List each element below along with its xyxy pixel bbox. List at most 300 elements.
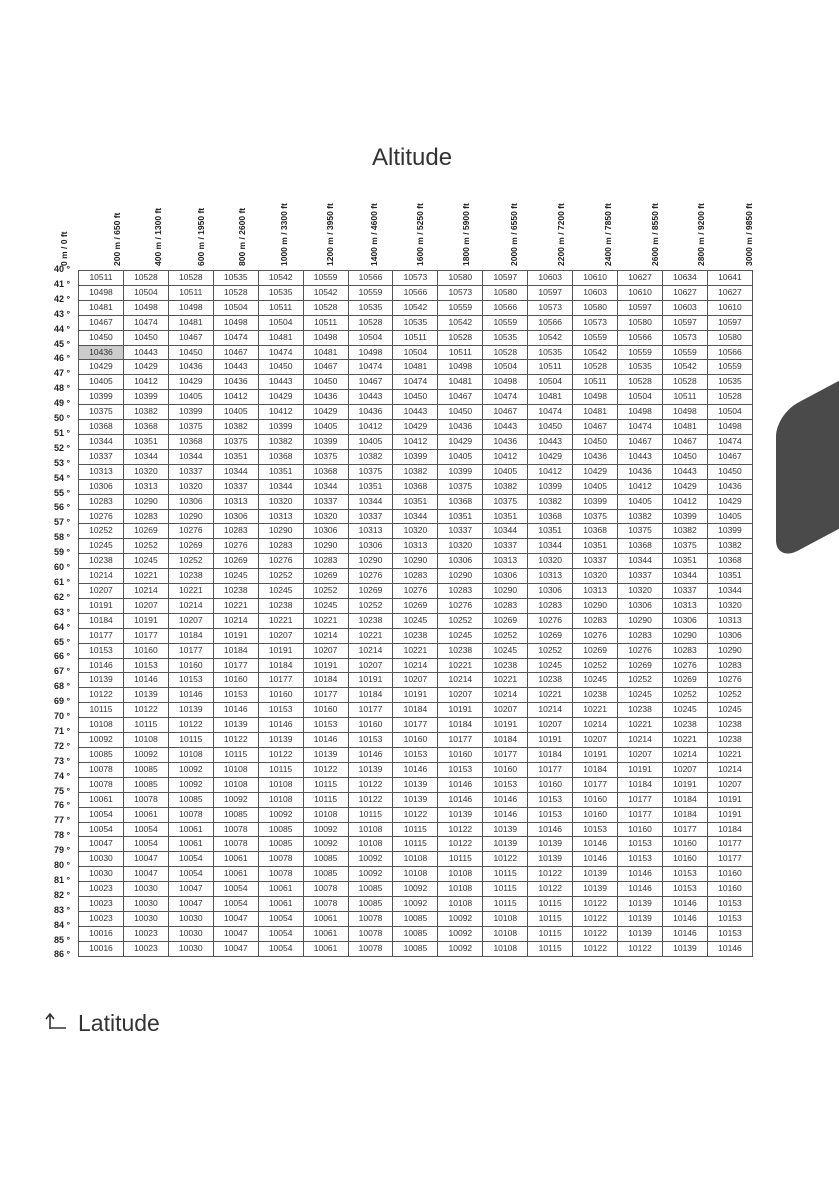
column-header: 2600 m / 8550 ft xyxy=(650,203,660,266)
table-cell: 10245 xyxy=(258,584,303,599)
table-cell: 10450 xyxy=(528,420,573,435)
table-cell: 10351 xyxy=(483,509,528,524)
table-cell: 10443 xyxy=(258,375,303,390)
table-cell: 10177 xyxy=(707,837,752,852)
table-cell: 10467 xyxy=(662,434,707,449)
table-cell: 10153 xyxy=(618,837,663,852)
table-cell: 10115 xyxy=(483,882,528,897)
table-cell: 10313 xyxy=(528,569,573,584)
table-cell: 10108 xyxy=(213,777,258,792)
table-cell: 10092 xyxy=(348,867,393,882)
table-cell: 10313 xyxy=(123,479,168,494)
table-cell: 10177 xyxy=(573,777,618,792)
table-cell: 10153 xyxy=(258,703,303,718)
table-cell: 10108 xyxy=(438,882,483,897)
table-cell: 10580 xyxy=(483,285,528,300)
table-cell: 10399 xyxy=(303,434,348,449)
table-cell: 10399 xyxy=(528,479,573,494)
table-cell: 10214 xyxy=(707,762,752,777)
table-cell: 10429 xyxy=(573,464,618,479)
table-row xyxy=(79,539,753,554)
table-cell: 10504 xyxy=(528,375,573,390)
table-cell: 10276 xyxy=(438,598,483,613)
table-cell: 10221 xyxy=(707,748,752,763)
table-cell: 10023 xyxy=(79,882,124,897)
table-cell: 10191 xyxy=(618,762,663,777)
table-cell: 10504 xyxy=(348,330,393,345)
table-cell: 10511 xyxy=(168,285,213,300)
latitude-row-label: 84 ° xyxy=(54,919,71,930)
table-row xyxy=(79,449,753,464)
table-cell: 10023 xyxy=(123,941,168,956)
table-cell: 10092 xyxy=(303,837,348,852)
table-cell: 10351 xyxy=(438,509,483,524)
table-cell: 10344 xyxy=(393,509,438,524)
table-cell: 10061 xyxy=(303,941,348,956)
table-cell: 10511 xyxy=(528,360,573,375)
table-cell: 10184 xyxy=(662,807,707,822)
table-cell: 10320 xyxy=(258,494,303,509)
table-cell: 10290 xyxy=(348,554,393,569)
table-cell: 10306 xyxy=(707,628,752,643)
table-row xyxy=(79,584,753,599)
table-cell: 10108 xyxy=(483,941,528,956)
table-cell: 10405 xyxy=(348,434,393,449)
table-cell: 10245 xyxy=(438,628,483,643)
table-cell: 10139 xyxy=(393,792,438,807)
latitude-row-label: 48 ° xyxy=(54,383,71,394)
table-cell: 10085 xyxy=(348,897,393,912)
table-cell: 10269 xyxy=(573,643,618,658)
table-cell: 10207 xyxy=(393,673,438,688)
table-cell: 10139 xyxy=(79,673,124,688)
table-row xyxy=(79,867,753,882)
table-cell: 10481 xyxy=(79,300,124,315)
table-cell: 10139 xyxy=(528,852,573,867)
table-cell: 10153 xyxy=(123,658,168,673)
table-cell: 10061 xyxy=(303,911,348,926)
table-cell: 10214 xyxy=(573,718,618,733)
table-cell: 10276 xyxy=(79,509,124,524)
table-cell: 10122 xyxy=(528,882,573,897)
table-row xyxy=(79,792,753,807)
table-cell: 10016 xyxy=(79,941,124,956)
table-cell: 10153 xyxy=(393,748,438,763)
table-cell: 10160 xyxy=(303,703,348,718)
table-row xyxy=(79,300,753,315)
table-cell: 10405 xyxy=(168,390,213,405)
table-cell: 10610 xyxy=(707,300,752,315)
table-cell: 10610 xyxy=(618,285,663,300)
table-cell: 10153 xyxy=(573,822,618,837)
table-cell: 10559 xyxy=(483,315,528,330)
column-header: 600 m / 1950 ft xyxy=(196,207,206,266)
latitude-row-label: 44 ° xyxy=(54,323,71,334)
table-cell: 10061 xyxy=(258,882,303,897)
table-cell: 10085 xyxy=(123,777,168,792)
table-cell: 10115 xyxy=(123,718,168,733)
table-cell: 10238 xyxy=(393,628,438,643)
table-row xyxy=(79,777,753,792)
table-cell: 10351 xyxy=(707,569,752,584)
table-cell: 10375 xyxy=(213,434,258,449)
table-cell: 10245 xyxy=(662,703,707,718)
table-cell: 10108 xyxy=(438,867,483,882)
table-cell: 10474 xyxy=(258,345,303,360)
table-cell: 10238 xyxy=(528,673,573,688)
latitude-row-label: 50 ° xyxy=(54,413,71,423)
table-row xyxy=(79,822,753,837)
table-cell: 10405 xyxy=(618,494,663,509)
column-header: 1600 m / 5250 ft xyxy=(415,203,425,266)
table-cell: 10146 xyxy=(618,867,663,882)
latitude-row-label: 83 ° xyxy=(54,904,71,915)
table-cell: 10184 xyxy=(79,613,124,628)
table-cell: 10405 xyxy=(438,449,483,464)
table-cell: 10252 xyxy=(123,539,168,554)
table-cell: 10580 xyxy=(573,300,618,315)
table-cell: 10634 xyxy=(662,271,707,286)
latitude-row-label: 65 ° xyxy=(54,636,71,647)
table-cell: 10160 xyxy=(573,792,618,807)
table-cell: 10146 xyxy=(123,673,168,688)
table-cell: 10351 xyxy=(573,539,618,554)
table-cell: 10276 xyxy=(168,524,213,539)
table-cell: 10429 xyxy=(707,494,752,509)
table-cell: 10498 xyxy=(123,300,168,315)
table-cell: 10078 xyxy=(213,822,258,837)
table-cell: 10078 xyxy=(348,941,393,956)
table-cell: 10368 xyxy=(438,494,483,509)
table-cell: 10474 xyxy=(618,420,663,435)
table-cell: 10047 xyxy=(213,911,258,926)
table-cell: 10481 xyxy=(168,315,213,330)
table-cell: 10382 xyxy=(348,449,393,464)
table-cell: 10382 xyxy=(483,479,528,494)
table-cell: 10214 xyxy=(438,673,483,688)
table-cell: 10337 xyxy=(168,464,213,479)
table-cell: 10429 xyxy=(662,479,707,494)
table-cell: 10108 xyxy=(348,837,393,852)
table-cell: 10030 xyxy=(168,941,213,956)
table-cell: 10221 xyxy=(123,569,168,584)
table-cell: 10252 xyxy=(348,598,393,613)
table-cell: 10177 xyxy=(438,733,483,748)
latitude-row-label: 82 ° xyxy=(54,889,71,900)
table-cell: 10467 xyxy=(483,405,528,420)
table-cell: 10252 xyxy=(438,613,483,628)
table-cell: 10221 xyxy=(348,628,393,643)
table-cell: 10283 xyxy=(438,584,483,599)
table-cell: 10191 xyxy=(348,673,393,688)
table-cell: 10122 xyxy=(438,822,483,837)
table-cell: 10450 xyxy=(393,390,438,405)
table-cell: 10429 xyxy=(303,405,348,420)
table-cell: 10054 xyxy=(79,807,124,822)
latitude-row-label: 62 ° xyxy=(54,591,71,602)
table-cell: 10214 xyxy=(348,643,393,658)
table-cell: 10511 xyxy=(258,300,303,315)
table-cell: 10047 xyxy=(168,897,213,912)
table-cell: 10085 xyxy=(303,867,348,882)
table-cell: 10092 xyxy=(258,807,303,822)
table-cell: 10122 xyxy=(213,733,258,748)
table-cell: 10146 xyxy=(438,777,483,792)
latitude-row-label: 67 ° xyxy=(54,666,71,677)
table-row xyxy=(79,390,753,405)
table-cell: 10429 xyxy=(528,449,573,464)
table-cell: 10627 xyxy=(707,285,752,300)
table-cell: 10276 xyxy=(662,658,707,673)
table-cell: 10320 xyxy=(528,554,573,569)
table-cell: 10221 xyxy=(258,613,303,628)
table-cell: 10139 xyxy=(528,837,573,852)
table-cell: 10092 xyxy=(79,733,124,748)
table-cell: 10313 xyxy=(573,584,618,599)
table-cell: 10405 xyxy=(573,479,618,494)
table-cell: 10061 xyxy=(168,822,213,837)
table-cell: 10092 xyxy=(438,941,483,956)
table-row xyxy=(79,897,753,912)
table-cell: 10139 xyxy=(483,837,528,852)
table-cell: 10146 xyxy=(438,792,483,807)
column-header: 1400 m / 4600 ft xyxy=(369,203,379,266)
table-cell: 10160 xyxy=(213,673,258,688)
table-cell: 10191 xyxy=(573,748,618,763)
table-cell: 10528 xyxy=(168,271,213,286)
table-cell: 10238 xyxy=(168,569,213,584)
table-cell: 10399 xyxy=(258,420,303,435)
column-header: 400 m / 1300 ft xyxy=(153,207,163,266)
latitude-row-label: 80 ° xyxy=(54,860,71,870)
table-cell: 10436 xyxy=(707,479,752,494)
table-cell: 10153 xyxy=(303,718,348,733)
table-row xyxy=(79,613,753,628)
table-cell: 10214 xyxy=(618,733,663,748)
table-cell: 10269 xyxy=(618,658,663,673)
table-cell: 10269 xyxy=(213,554,258,569)
table-cell: 10368 xyxy=(168,434,213,449)
table-cell: 10337 xyxy=(213,479,258,494)
table-cell: 10146 xyxy=(258,718,303,733)
table-cell: 10306 xyxy=(303,524,348,539)
table-cell: 10269 xyxy=(393,598,438,613)
table-cell: 10146 xyxy=(483,792,528,807)
table-cell: 10344 xyxy=(168,449,213,464)
latitude-row-label: 76 ° xyxy=(54,800,71,811)
table-cell: 10276 xyxy=(707,673,752,688)
table-row xyxy=(79,673,753,688)
table-cell: 10061 xyxy=(258,897,303,912)
table-cell: 10467 xyxy=(618,434,663,449)
table-cell: 10474 xyxy=(213,330,258,345)
table-cell: 10054 xyxy=(213,897,258,912)
column-header: 200 m / 650 ft xyxy=(112,212,122,266)
table-cell: 10429 xyxy=(393,420,438,435)
column-header: 2000 m / 6550 ft xyxy=(509,203,519,266)
table-cell: 10092 xyxy=(168,777,213,792)
table-cell: 10344 xyxy=(213,464,258,479)
table-cell: 10436 xyxy=(483,434,528,449)
table-cell: 10207 xyxy=(528,718,573,733)
table-cell: 10276 xyxy=(528,613,573,628)
table-cell: 10375 xyxy=(79,405,124,420)
table-cell: 10146 xyxy=(707,941,752,956)
table-cell: 10597 xyxy=(662,315,707,330)
table-cell: 10498 xyxy=(573,390,618,405)
table-cell: 10245 xyxy=(303,598,348,613)
table-cell: 10443 xyxy=(213,360,258,375)
table-cell: 10092 xyxy=(123,748,168,763)
table-cell: 10320 xyxy=(393,524,438,539)
latitude-row-label: 86 ° xyxy=(54,949,71,960)
table-cell: 10146 xyxy=(483,807,528,822)
table-cell: 10368 xyxy=(707,554,752,569)
table-cell: 10146 xyxy=(662,926,707,941)
table-cell: 10580 xyxy=(618,315,663,330)
table-cell: 10115 xyxy=(348,807,393,822)
table-cell: 10030 xyxy=(79,867,124,882)
table-cell: 10474 xyxy=(483,390,528,405)
table-cell: 10399 xyxy=(662,509,707,524)
table-cell: 10450 xyxy=(258,360,303,375)
table-cell: 10399 xyxy=(438,464,483,479)
table-row xyxy=(79,688,753,703)
table-cell: 10498 xyxy=(707,420,752,435)
table-cell: 10047 xyxy=(123,867,168,882)
table-cell: 10122 xyxy=(618,941,663,956)
table-cell: 10139 xyxy=(168,703,213,718)
table-cell: 10450 xyxy=(123,330,168,345)
table-row xyxy=(79,434,753,449)
table-cell: 10436 xyxy=(213,375,258,390)
table-row xyxy=(79,315,753,330)
table-cell: 10573 xyxy=(438,285,483,300)
table-cell: 10221 xyxy=(483,673,528,688)
table-row xyxy=(79,807,753,822)
table-cell: 10184 xyxy=(348,688,393,703)
table-cell: 10382 xyxy=(213,420,258,435)
latitude-row-label: 66 ° xyxy=(54,651,71,662)
table-cell: 10481 xyxy=(528,390,573,405)
table-cell: 10283 xyxy=(662,643,707,658)
table-cell: 10252 xyxy=(707,688,752,703)
table-cell: 10566 xyxy=(618,330,663,345)
table-cell: 10108 xyxy=(123,733,168,748)
table-row xyxy=(79,628,753,643)
table-cell: 10375 xyxy=(573,509,618,524)
table-cell: 10153 xyxy=(213,688,258,703)
table-cell: 10290 xyxy=(438,569,483,584)
table-cell: 10290 xyxy=(123,494,168,509)
table-cell: 10160 xyxy=(707,882,752,897)
page-side-tab xyxy=(776,372,839,563)
table-cell: 10382 xyxy=(123,405,168,420)
table-cell: 10139 xyxy=(483,822,528,837)
table-cell: 10573 xyxy=(662,330,707,345)
table-cell: 10177 xyxy=(618,792,663,807)
table-cell: 10115 xyxy=(303,777,348,792)
table-cell: 10214 xyxy=(303,628,348,643)
table-cell: 10252 xyxy=(483,628,528,643)
table-cell: 10108 xyxy=(213,762,258,777)
table-cell: 10337 xyxy=(348,509,393,524)
column-header: 0 m / 0 ft xyxy=(59,231,69,266)
latitude-row-label: 69 ° xyxy=(54,696,71,707)
table-cell: 10467 xyxy=(573,420,618,435)
latitude-row-label: 60 ° xyxy=(54,562,71,572)
latitude-row-label: 77 ° xyxy=(54,815,71,826)
latitude-row-label: 58 ° xyxy=(54,532,71,543)
table-cell: 10412 xyxy=(618,479,663,494)
table-cell: 10153 xyxy=(528,807,573,822)
table-cell: 10375 xyxy=(303,449,348,464)
latitude-row-label: 45 ° xyxy=(54,338,71,349)
table-cell: 10573 xyxy=(573,315,618,330)
table-cell: 10115 xyxy=(393,837,438,852)
latitude-row-label: 81 ° xyxy=(54,874,71,885)
table-cell: 10160 xyxy=(573,807,618,822)
latitude-row-label: 47 ° xyxy=(54,368,71,379)
table-cell: 10078 xyxy=(258,867,303,882)
latitude-label-text: Latitude xyxy=(78,1010,160,1036)
table-cell: 10290 xyxy=(258,524,303,539)
table-cell: 10566 xyxy=(393,285,438,300)
table-cell: 10269 xyxy=(303,569,348,584)
table-cell: 10542 xyxy=(662,360,707,375)
table-cell: 10467 xyxy=(213,345,258,360)
table-cell: 10078 xyxy=(79,762,124,777)
table-cell: 10221 xyxy=(618,718,663,733)
table-cell: 10467 xyxy=(79,315,124,330)
table-cell: 10283 xyxy=(303,554,348,569)
table-cell: 10597 xyxy=(618,300,663,315)
table-cell: 10092 xyxy=(438,926,483,941)
table-cell: 10382 xyxy=(618,509,663,524)
table-cell: 10146 xyxy=(662,911,707,926)
table-cell: 10474 xyxy=(528,405,573,420)
table-cell: 10498 xyxy=(618,405,663,420)
table-row xyxy=(79,375,753,390)
latitude-row-label: 79 ° xyxy=(54,845,71,856)
table-row xyxy=(79,643,753,658)
table-cell: 10153 xyxy=(707,926,752,941)
column-header: 1800 m / 5900 ft xyxy=(461,203,471,266)
table-cell: 10207 xyxy=(618,748,663,763)
corner-arrow-icon xyxy=(44,1012,68,1030)
table-cell: 10238 xyxy=(483,658,528,673)
table-cell: 10436 xyxy=(348,405,393,420)
table-cell: 10603 xyxy=(662,300,707,315)
table-cell: 10559 xyxy=(707,360,752,375)
table-cell: 10269 xyxy=(662,673,707,688)
table-cell: 10566 xyxy=(528,315,573,330)
table-cell: 10146 xyxy=(573,852,618,867)
table-cell: 10351 xyxy=(258,464,303,479)
table-cell: 10221 xyxy=(573,703,618,718)
table-cell: 10054 xyxy=(258,941,303,956)
table-cell: 10160 xyxy=(662,837,707,852)
table-cell: 10177 xyxy=(213,658,258,673)
table-row xyxy=(79,911,753,926)
table-cell: 10511 xyxy=(303,315,348,330)
table-cell: 10511 xyxy=(393,330,438,345)
table-cell: 10238 xyxy=(707,733,752,748)
table-cell: 10290 xyxy=(618,613,663,628)
table-cell: 10450 xyxy=(662,449,707,464)
table-cell: 10207 xyxy=(348,658,393,673)
table-cell: 10184 xyxy=(213,643,258,658)
